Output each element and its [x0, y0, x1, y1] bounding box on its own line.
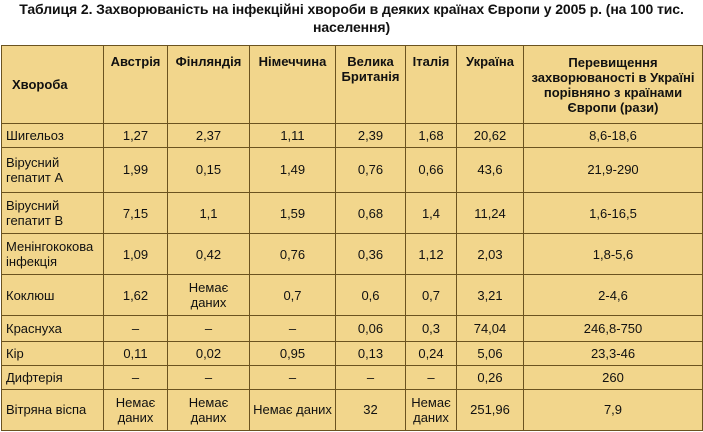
cell-disease: Кір — [2, 342, 104, 366]
cell-italy: 1,68 — [406, 124, 457, 148]
cell-germany: 1,59 — [250, 193, 336, 234]
cell-disease: Шигельоз — [2, 124, 104, 148]
table-row — [2, 316, 703, 342]
cell-germany: – — [250, 316, 336, 342]
header-ukraine: Україна — [457, 46, 524, 124]
table-row — [2, 342, 703, 366]
cell-austria: 1,09 — [104, 234, 168, 275]
table-row — [2, 234, 703, 275]
cell-excess: 21,9-290 — [524, 147, 703, 192]
cell-excess: 7,9 — [524, 389, 703, 430]
table-row — [2, 193, 703, 234]
table-row — [2, 275, 703, 316]
cell-excess: 1,8-5,6 — [524, 234, 703, 275]
cell-finland: – — [168, 316, 250, 342]
cell-austria: 1,99 — [104, 147, 168, 192]
cell-great-britain: 32 — [336, 389, 406, 430]
header-row — [2, 46, 703, 124]
cell-disease: Вірусний гепатит А — [2, 147, 104, 192]
cell-italy: 0,66 — [406, 147, 457, 192]
header-germany: Німеччина — [250, 46, 336, 124]
cell-excess: 246,8-750 — [524, 316, 703, 342]
cell-ukraine: 5,06 — [457, 342, 524, 366]
cell-finland: 2,37 — [168, 124, 250, 148]
disease-table — [1, 45, 703, 431]
cell-disease: Менінгококова інфекція — [2, 234, 104, 275]
cell-austria: 1,62 — [104, 275, 168, 316]
cell-ukraine: 0,26 — [457, 366, 524, 390]
cell-disease: Краснуха — [2, 316, 104, 342]
cell-ukraine: 43,6 — [457, 147, 524, 192]
cell-germany: 0,95 — [250, 342, 336, 366]
header-italy: Італія — [406, 46, 457, 124]
cell-italy: 0,7 — [406, 275, 457, 316]
cell-excess: 1,6-16,5 — [524, 193, 703, 234]
cell-austria: Немає даних — [104, 389, 168, 430]
cell-great-britain: 0,36 — [336, 234, 406, 275]
cell-great-britain: 0,13 — [336, 342, 406, 366]
table-row — [2, 147, 703, 192]
cell-italy: – — [406, 366, 457, 390]
cell-great-britain: 0,76 — [336, 147, 406, 192]
cell-italy: 0,3 — [406, 316, 457, 342]
table-row — [2, 124, 703, 148]
cell-germany: 1,49 — [250, 147, 336, 192]
cell-germany: 0,7 — [250, 275, 336, 316]
cell-excess: 2-4,6 — [524, 275, 703, 316]
cell-germany: – — [250, 366, 336, 390]
header-disease: Хвороба — [2, 46, 104, 124]
cell-italy: 0,24 — [406, 342, 457, 366]
cell-ukraine: 251,96 — [457, 389, 524, 430]
cell-austria: 7,15 — [104, 193, 168, 234]
cell-austria: – — [104, 316, 168, 342]
cell-germany: Немає даних — [250, 389, 336, 430]
cell-finland: 0,02 — [168, 342, 250, 366]
header-finland: Фінляндія — [168, 46, 250, 124]
cell-italy: 1,12 — [406, 234, 457, 275]
cell-germany: 1,11 — [250, 124, 336, 148]
cell-finland: 0,15 — [168, 147, 250, 192]
cell-great-britain: 2,39 — [336, 124, 406, 148]
cell-great-britain: 0,06 — [336, 316, 406, 342]
cell-great-britain: 0,68 — [336, 193, 406, 234]
table-title: Таблиця 2. Захворюваність на інфекційні хвороби в деяких країнах Європи у 2005 р. (на 100 тис. населення) — [19, 1, 684, 35]
cell-great-britain: 0,6 — [336, 275, 406, 316]
cell-great-britain: – — [336, 366, 406, 390]
cell-germany: 0,76 — [250, 234, 336, 275]
table-row — [2, 366, 703, 390]
cell-disease: Дифтерія — [2, 366, 104, 390]
cell-ukraine: 2,03 — [457, 234, 524, 275]
cell-finland: Немає даних — [168, 275, 250, 316]
cell-finland: 1,1 — [168, 193, 250, 234]
cell-disease: Вітряна віспа — [2, 389, 104, 430]
cell-finland: – — [168, 366, 250, 390]
cell-finland: 0,42 — [168, 234, 250, 275]
cell-disease: Коклюш — [2, 275, 104, 316]
cell-excess: 23,3-46 — [524, 342, 703, 366]
cell-austria: – — [104, 366, 168, 390]
header-austria: Австрія — [104, 46, 168, 124]
cell-austria: 1,27 — [104, 124, 168, 148]
cell-excess: 260 — [524, 366, 703, 390]
cell-ukraine: 74,04 — [457, 316, 524, 342]
cell-austria: 0,11 — [104, 342, 168, 366]
header-excess: Перевищення захворюваності в Україні порівняно з країнами Європи (рази) — [524, 46, 703, 124]
cell-ukraine: 3,21 — [457, 275, 524, 316]
header-great-britain: Велика Британія — [336, 46, 406, 124]
cell-excess: 8,6-18,6 — [524, 124, 703, 148]
cell-ukraine: 11,24 — [457, 193, 524, 234]
cell-ukraine: 20,62 — [457, 124, 524, 148]
cell-italy: 1,4 — [406, 193, 457, 234]
cell-italy: Немає даних — [406, 389, 457, 430]
cell-disease: Вірусний гепатит В — [2, 193, 104, 234]
cell-finland: Немає даних — [168, 389, 250, 430]
table-row — [2, 389, 703, 430]
